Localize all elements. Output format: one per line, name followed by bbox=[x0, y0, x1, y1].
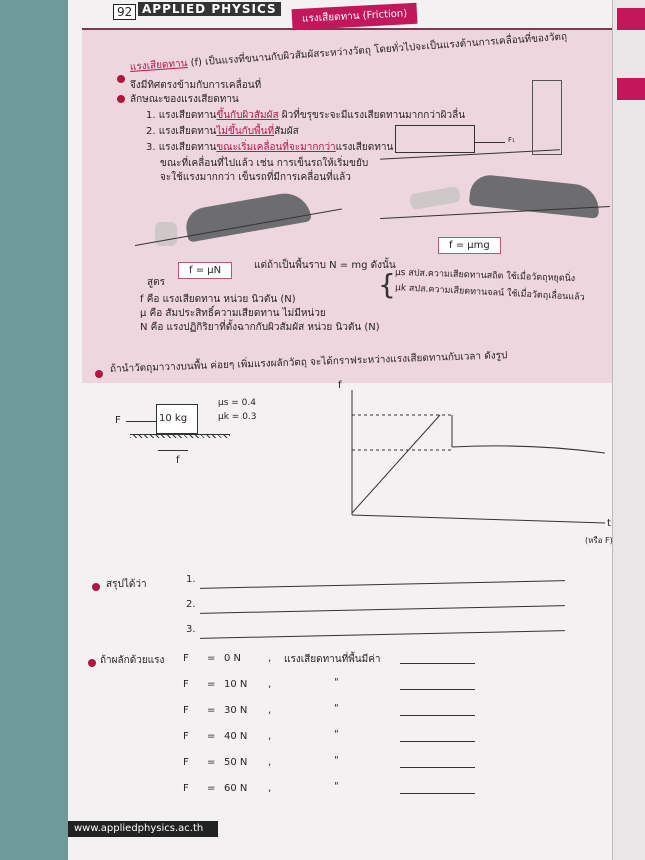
x-axis bbox=[352, 515, 605, 523]
ditto-mark: " bbox=[334, 755, 339, 766]
item-number: 1. bbox=[146, 110, 156, 121]
graph-y-label: f bbox=[338, 380, 342, 391]
graph-x-label-alt: (หรือ F) bbox=[585, 536, 613, 545]
experiment-text: ถ้านำวัตถุมาวางบนพื้น ค่อยๆ เพิ่มแรงผลักวัตถุ จะได้กราฟระหว่างแรงเสียดทานกับเวลา ดังรูป bbox=[109, 350, 508, 375]
mu-s-value: μs = 0.4 bbox=[218, 398, 256, 408]
force-symbol: F bbox=[183, 705, 189, 716]
mu-s-def: μs สปส.ความเสียดทานสถิต ใช้เมื่อวัตถุหยุดนิ่ง bbox=[394, 267, 576, 285]
separator: , bbox=[268, 653, 272, 664]
formula-definition: f คือ แรงเสียดทาน หน่วย นิวตัน (N) bbox=[140, 294, 296, 305]
push-arrow bbox=[126, 421, 156, 422]
item-number: 3. bbox=[146, 142, 156, 153]
property-item bbox=[146, 124, 299, 139]
intro-line-2: จึงมีทิศตรงข้ามกับการเคลื่อนที่ bbox=[130, 80, 262, 91]
equals: = bbox=[207, 679, 216, 690]
bullet-icon bbox=[117, 75, 125, 83]
answer-blank[interactable] bbox=[400, 767, 475, 768]
formula-definition: μ คือ สัมประสิทธิ์ความเสียดทาน ไม่มีหน่วย bbox=[140, 308, 326, 319]
separator: , bbox=[268, 679, 272, 690]
conclusion-label: สรุปได้ว่า bbox=[106, 579, 147, 590]
force-value: 0 N bbox=[224, 653, 242, 664]
formula-label: สูตร bbox=[147, 277, 165, 288]
force-label: F₁ bbox=[508, 136, 515, 144]
force-symbol: F bbox=[183, 679, 189, 690]
ground-hatch bbox=[130, 434, 230, 438]
item-text: แรงเสียดทาน bbox=[158, 142, 217, 153]
force-symbol: F bbox=[183, 731, 189, 742]
item-number: 2. bbox=[146, 126, 156, 137]
mu-k-def: μk สปส.ความเสียดทานจลน์ ใช้เมื่อวัตถุเลื่อนแล้ว bbox=[394, 283, 585, 303]
friction-label: f bbox=[176, 455, 180, 466]
conclusion-number: 2. bbox=[186, 599, 196, 610]
ditto-mark: " bbox=[334, 781, 339, 792]
properties-cont-1: ขณะที่เคลื่อนที่ไปแล้ว เช่น การเข็นรถให้เริ่มขยับ bbox=[160, 158, 369, 169]
item-text: แรงเสียดทาน bbox=[158, 110, 217, 121]
answer-blank[interactable] bbox=[400, 663, 475, 664]
kinetic-friction-line bbox=[452, 446, 605, 453]
brace-icon: { bbox=[378, 268, 396, 301]
item-text: แรงเสียดทาน bbox=[335, 142, 394, 153]
footer-url: www.appliedphysics.ac.th bbox=[68, 821, 218, 837]
separator: , bbox=[268, 705, 272, 716]
adjacent-page-edge bbox=[612, 0, 645, 860]
answer-blank[interactable] bbox=[400, 715, 475, 716]
force-symbol: F bbox=[183, 783, 189, 794]
page-number: 92 bbox=[113, 4, 136, 20]
force-value: 40 N bbox=[224, 731, 248, 742]
bullet-icon bbox=[95, 370, 103, 378]
separator: , bbox=[268, 731, 272, 742]
intro-text: (f) เป็นแรงที่ขนานกับผิวสัมผัสระหว่างวัตถุ โดยทั่วไปจะเป็นแรงต้านการเคลื่อนที่ของวัตถุ bbox=[187, 31, 568, 69]
bullet-icon bbox=[88, 659, 96, 667]
item-text: แรงเสียดทาน bbox=[158, 126, 217, 137]
item-text: สัมผัส bbox=[274, 126, 299, 137]
wall-block bbox=[532, 80, 562, 155]
mass-block: 10 kg bbox=[156, 404, 198, 434]
mu-k-value: μk = 0.3 bbox=[218, 412, 257, 422]
section-title: แรงเสียดทาน (Friction) bbox=[292, 3, 418, 31]
equals: = bbox=[207, 757, 216, 768]
item-text: ผิวที่ขรุขระจะมีแรงเสียดทานมากกว่าผิวลื่น bbox=[278, 110, 466, 121]
static-friction-line bbox=[352, 415, 440, 513]
equals: = bbox=[207, 731, 216, 742]
item-highlight: ไม่ขึ้นกับพื้นที่ bbox=[216, 126, 275, 137]
force-value: 30 N bbox=[224, 705, 248, 716]
push-label: ถ้าผลักด้วยแรง bbox=[100, 655, 165, 666]
formula-box-1: f = μN bbox=[178, 262, 232, 279]
force-label: F bbox=[115, 415, 121, 426]
bullet-icon bbox=[92, 583, 100, 591]
answer-blank[interactable] bbox=[400, 689, 475, 690]
formula-definition: N คือ แรงปฏิกิริยาที่ตั้งฉากกับผิวสัมผัส หน่วย นิวตัน (N) bbox=[140, 322, 380, 333]
answer-blank[interactable] bbox=[400, 741, 475, 742]
bullet-icon bbox=[117, 95, 125, 103]
result-label: แรงเสียดทานที่พื้นมีค่า bbox=[284, 654, 381, 665]
separator: , bbox=[268, 757, 272, 768]
force-symbol: F bbox=[183, 757, 189, 768]
conclusion-number: 3. bbox=[186, 624, 196, 635]
property-item bbox=[146, 140, 393, 155]
ditto-mark: " bbox=[334, 729, 339, 740]
properties-heading: ลักษณะของแรงเสียดทาน bbox=[130, 94, 239, 105]
item-highlight: ขณะเริ่มเคลื่อนที่จะมากกว่า bbox=[216, 142, 336, 153]
force-value: 60 N bbox=[224, 783, 248, 794]
force-symbol: F bbox=[183, 653, 189, 664]
friction-graph bbox=[340, 385, 615, 540]
answer-blank[interactable] bbox=[400, 793, 475, 794]
formula-mid: แต่ถ้าเป็นพื้นราบ N = mg ดังนั้น bbox=[254, 260, 396, 271]
block-diagram bbox=[395, 125, 475, 153]
equals: = bbox=[207, 783, 216, 794]
separator: , bbox=[268, 783, 272, 794]
graph-x-label: t bbox=[607, 518, 611, 529]
equals: = bbox=[207, 705, 216, 716]
ditto-mark: " bbox=[334, 703, 339, 714]
term: แรงเสียดทาน bbox=[129, 57, 188, 73]
equals: = bbox=[207, 653, 216, 664]
formula-box-2: f = μmg bbox=[438, 237, 501, 254]
person-pushing-icon bbox=[155, 222, 177, 246]
properties-cont-2: จะใช้แรงมากกว่า เข็นรถที่มีการเคลื่อนที่แล้ว bbox=[160, 172, 351, 183]
force-value: 50 N bbox=[224, 757, 248, 768]
force-value: 10 N bbox=[224, 679, 248, 690]
conclusion-number: 1. bbox=[186, 574, 196, 585]
property-item bbox=[146, 108, 465, 123]
item-highlight: ขึ้นกับผิวสัมผัส bbox=[216, 110, 279, 121]
friction-arrow bbox=[158, 450, 188, 451]
ditto-mark: " bbox=[334, 677, 339, 688]
force-arrow bbox=[475, 142, 505, 143]
logo: APPLIED PHYSICS bbox=[138, 2, 281, 16]
